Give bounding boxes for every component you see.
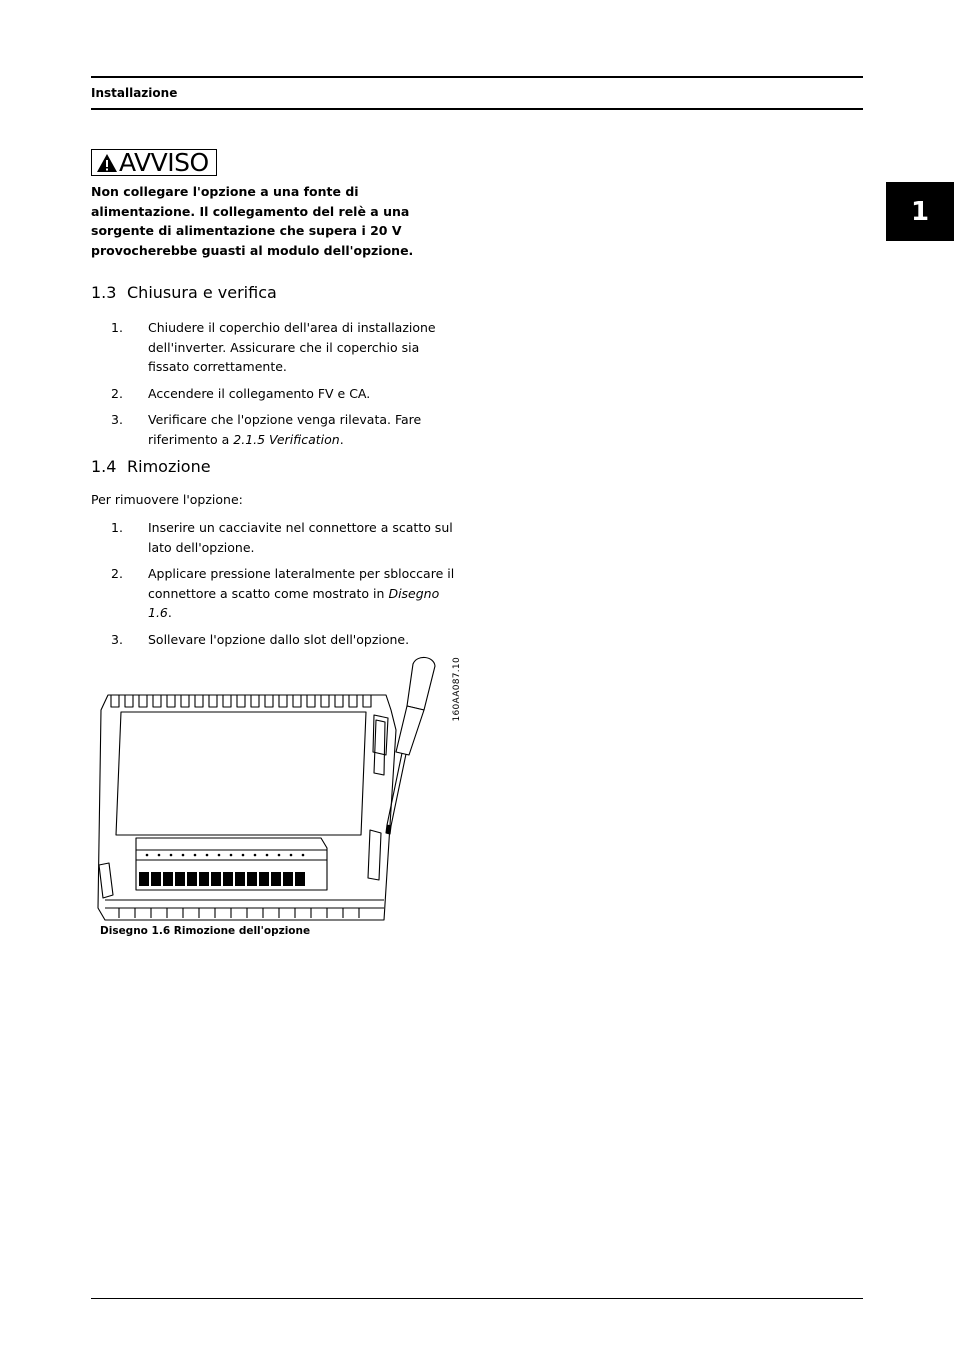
header-bottom-rule bbox=[91, 108, 863, 110]
section-title: Chiusura e verifica bbox=[127, 283, 277, 302]
warning-triangle-icon bbox=[96, 153, 118, 173]
figure-caption: Disegno 1.6 Rimozione dell'opzione bbox=[100, 925, 311, 937]
step-text: Accendere il collegamento FV e CA. bbox=[148, 385, 371, 401]
list-item bbox=[91, 410, 461, 449]
section-number: 1.3 bbox=[91, 283, 117, 302]
step-text: Inserire un cacciavite nel connettore a scatto sul lato dell'opzione. bbox=[148, 520, 453, 555]
option-removal-illustration bbox=[91, 650, 466, 925]
steps-list-1-3 bbox=[91, 318, 461, 456]
chapter-tab: 1 bbox=[886, 182, 954, 241]
section-intro: Per rimuovere l'opzione: bbox=[91, 492, 243, 507]
cross-reference-link[interactable]: Disegno 1.6 bbox=[148, 585, 440, 620]
step-number: 3. bbox=[111, 631, 123, 647]
step-text-end: . bbox=[167, 605, 172, 620]
step-number: 2. bbox=[111, 385, 123, 401]
list-item bbox=[91, 318, 461, 377]
list-item bbox=[91, 630, 461, 650]
section-number: 1.4 bbox=[91, 457, 117, 476]
running-header: Installazione bbox=[91, 86, 178, 100]
step-text: Sollevare l'opzione dallo slot dell'opzione. bbox=[148, 631, 410, 647]
warning-label-box bbox=[91, 149, 217, 176]
section-title: Rimozione bbox=[127, 457, 211, 476]
step-number: 2. bbox=[111, 566, 123, 581]
steps-list-1-4 bbox=[91, 518, 461, 656]
step-text: Verificare che l'opzione venga rilevata. Fare riferimento a bbox=[148, 412, 422, 447]
section-heading-1-4 bbox=[91, 457, 211, 476]
warning-text: Non collegare l'opzione a una fonte di alimentazione. Il collegamento del relè a una sorgente di alimentazione che supera i 20 V provocherebbe guasti al modulo dell'opzione. bbox=[91, 184, 414, 258]
footer-rule bbox=[91, 1298, 863, 1299]
list-item bbox=[91, 564, 461, 623]
figure-id: 160AA087.10 bbox=[452, 657, 462, 722]
step-number: 1. bbox=[111, 520, 123, 535]
step-number: 1. bbox=[111, 320, 123, 335]
list-item bbox=[91, 518, 461, 557]
step-text: Applicare pressione lateralmente per sbloccare il connettore a scatto come mostrato in bbox=[148, 566, 455, 601]
step-text: Chiudere il coperchio dell'area di installazione dell'inverter. Assicurare che il coperchio sia fissato correttamente. bbox=[148, 320, 436, 374]
section-heading-1-3 bbox=[91, 283, 277, 302]
step-text-end: . bbox=[339, 431, 344, 447]
header-top-rule bbox=[91, 76, 863, 78]
cross-reference-link[interactable]: 2.1.5 Verification bbox=[233, 431, 340, 447]
step-number: 3. bbox=[111, 412, 123, 427]
list-item bbox=[91, 384, 461, 404]
warning-label: AVVISO bbox=[119, 148, 209, 177]
